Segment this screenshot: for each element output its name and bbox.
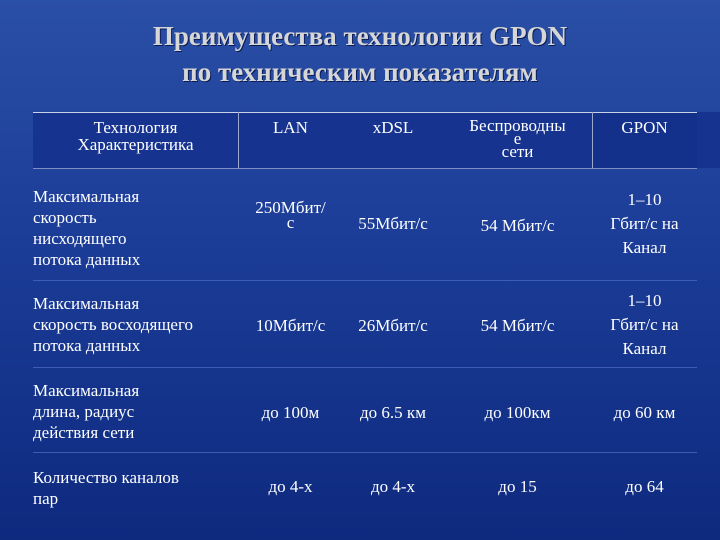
header-col-gpon: GPON xyxy=(621,118,668,137)
slide-title-line-1: Преимущества технологии GPON xyxy=(152,21,568,51)
header-bottom-border xyxy=(33,168,697,169)
row-label-downstream-speed: Максимальная скорость нисходящего потока данных xyxy=(33,187,141,269)
row-divider-1 xyxy=(33,280,697,281)
row-label-upstream-speed: Максимальная скорость восходящего потока данных xyxy=(33,293,194,355)
cell-channels-xdsl: до 4-х xyxy=(370,476,416,496)
cell-channels-lan: до 4-х xyxy=(268,476,313,496)
row-divider-2 xyxy=(33,367,697,368)
cell-downstream-lan: 250Мбит/ с xyxy=(255,198,326,232)
cell-upstream-wireless: 54 Мбит/с xyxy=(480,315,555,335)
cell-distance-wireless: до 100км xyxy=(484,402,551,422)
cell-distance-xdsl: до 6.5 км xyxy=(360,402,426,422)
cell-downstream-gpon: 1–10 Гбит/с на Канал xyxy=(610,190,679,257)
slide-title xyxy=(0,18,720,90)
cell-channels-gpon: до 64 xyxy=(625,476,664,496)
cell-upstream-gpon: 1–10 Гбит/с на Канал xyxy=(610,291,679,358)
header-col-wireless: Беспроводны е сети xyxy=(469,116,566,161)
cell-distance-lan: до 100м xyxy=(261,402,320,422)
row-label-channel-count: Количество каналов пар xyxy=(33,468,179,508)
header-col-xdsl: xDSL xyxy=(372,118,414,137)
row-divider-3 xyxy=(33,452,697,453)
cell-upstream-lan: 10Мбит/с xyxy=(255,315,326,335)
cell-distance-gpon: до 60 км xyxy=(613,402,676,422)
row-label-max-distance: Максимальная длина, радиус действия сети xyxy=(33,380,140,442)
cell-upstream-xdsl: 26Мбит/с xyxy=(358,315,428,335)
cell-channels-wireless: до 15 xyxy=(498,476,537,496)
cell-downstream-xdsl: 55Мбит/с xyxy=(358,213,428,233)
slide-title-line-2: по техническим показателям xyxy=(182,57,538,87)
header-col-lan: LAN xyxy=(273,118,308,137)
cell-downstream-wireless: 54 Мбит/с xyxy=(480,215,555,235)
header-corner-cell: Технология Характеристика xyxy=(77,118,194,154)
